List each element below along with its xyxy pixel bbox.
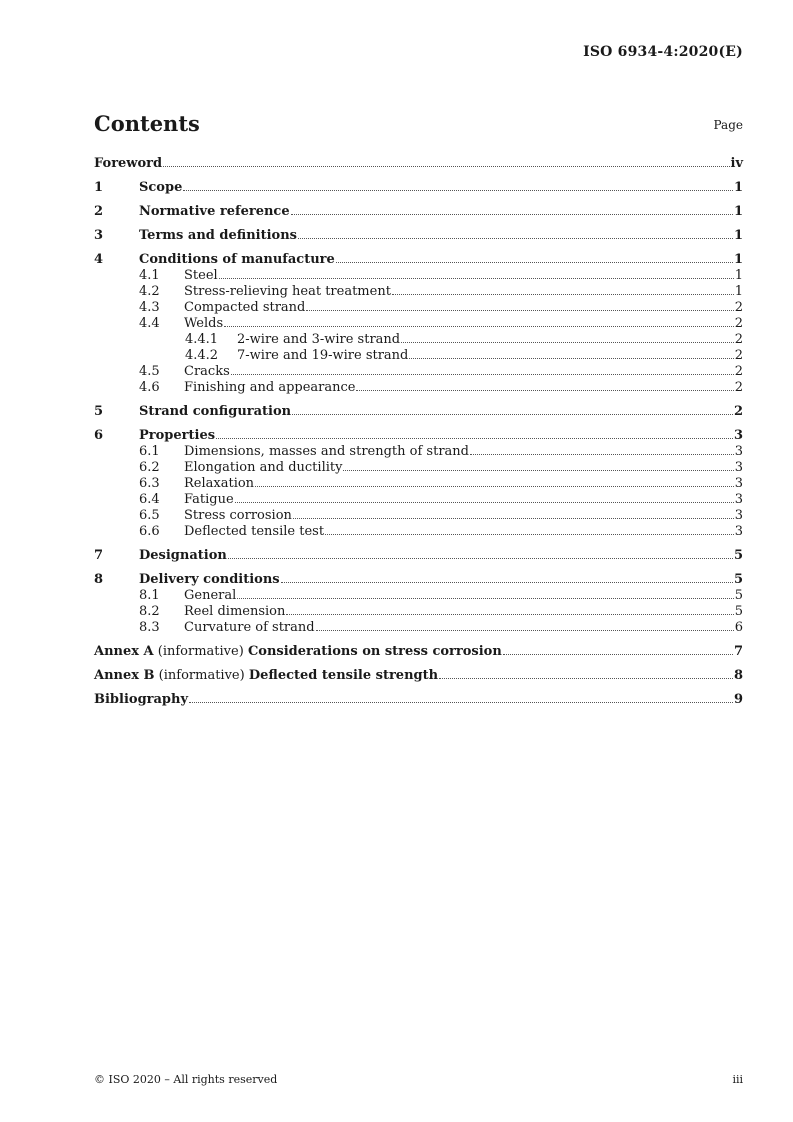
table-of-contents [94,156,743,708]
dot-leader [231,373,734,375]
annex-title: Considerations on stress corrosion [247,644,502,659]
dot-leader [293,517,734,519]
dot-leader [291,213,733,215]
toc-number: 1 [94,180,104,195]
toc-page: 3 [734,524,743,539]
toc-number: 6.6 [139,524,160,539]
toc-entry-6-2[interactable] [94,460,743,476]
dot-leader [237,597,733,599]
dot-leader [219,277,734,279]
toc-entry-4-3[interactable] [94,300,743,316]
toc-page: 5 [734,604,743,619]
dot-leader [503,653,733,655]
toc-number: 4 [94,252,104,267]
toc-entry-8-1[interactable] [94,588,743,604]
toc-title [94,668,438,684]
toc-page: 5 [733,572,743,587]
toc-page: 7 [733,644,743,659]
toc-number: 4.5 [139,364,160,379]
toc-title: Finishing and appearance [184,380,356,395]
toc-entry-3[interactable] [94,228,743,244]
toc-page: 3 [734,476,743,491]
dot-leader [224,325,734,327]
toc-title: Fatigue [184,492,234,507]
dot-leader [470,453,734,455]
dot-leader [392,293,734,295]
toc-entry-6-5[interactable] [94,508,743,524]
dot-leader [336,261,733,263]
toc-number: 6.4 [139,492,160,507]
toc-title: Cracks [184,364,230,379]
page-column-label: Page [713,118,743,132]
dot-leader [216,437,733,439]
toc-title: Terms and definitions [139,228,297,243]
toc-title: Scope [139,180,183,195]
toc-title: Bibliography [94,692,189,707]
dot-leader [401,341,734,343]
toc-entry-foreword[interactable] [94,156,743,172]
toc-entry-annex-b[interactable] [94,668,743,684]
page-number: iii [732,1073,743,1086]
toc-entry-4-4[interactable] [94,316,743,332]
toc-entry-4-6[interactable] [94,380,743,396]
toc-number: 8.3 [139,620,160,635]
toc-number: 6.5 [139,508,160,523]
toc-title: Normative reference [139,204,290,219]
toc-page: 3 [734,492,743,507]
dot-leader [316,629,734,631]
toc-number: 5 [94,404,104,419]
toc-entry-6-4[interactable] [94,492,743,508]
toc-entry-5[interactable] [94,404,743,420]
toc-title [94,644,502,660]
dot-leader [281,581,733,583]
dot-leader [298,237,733,239]
toc-page: 3 [734,460,743,475]
toc-title: 2-wire and 3-wire strand [237,332,401,347]
toc-page: 3 [734,508,743,523]
toc-title: Strand configuration [139,404,292,419]
dot-leader [325,533,734,535]
toc-number: 4.6 [139,380,160,395]
toc-title: Welds [184,316,224,331]
toc-entry-6-3[interactable] [94,476,743,492]
dot-leader [189,701,733,703]
toc-page: 3 [733,428,743,443]
toc-number: 4.1 [139,268,160,283]
toc-page: 3 [734,444,743,459]
toc-number: 4.4 [139,316,160,331]
dot-leader [163,165,729,167]
annex-type: (informative) [157,644,244,659]
dot-leader [439,677,733,679]
annex-type: (informative) [158,668,245,683]
toc-title: Curvature of strand [184,620,315,635]
toc-title: Stress-relieving heat treatment [184,284,391,299]
toc-entry-8-3[interactable] [94,620,743,636]
toc-title: Designation [139,548,227,563]
toc-title: Delivery conditions [139,572,280,587]
toc-entry-2[interactable] [94,204,743,220]
toc-number: 4.4.2 [185,348,219,363]
toc-entry-4-4-1[interactable] [94,332,743,348]
toc-page: 1 [733,228,743,243]
toc-entry-1[interactable] [94,180,743,196]
toc-page: 2 [733,404,743,419]
toc-page: 2 [734,332,743,347]
toc-number: 8.2 [139,604,160,619]
toc-number: 8 [94,572,104,587]
toc-entry-4[interactable] [94,252,743,268]
toc-number: 6 [94,428,104,443]
toc-number: 7 [94,548,104,563]
toc-title: Conditions of manufacture [139,252,335,267]
toc-entry-annex-a[interactable] [94,644,743,660]
toc-number: 2 [94,204,104,219]
dot-leader [306,309,733,311]
toc-entry-6[interactable] [94,428,743,444]
toc-page: 2 [734,348,743,363]
dot-leader [292,413,733,415]
toc-title: Relaxation [184,476,255,491]
toc-page: 1 [733,204,743,219]
toc-number: 4.3 [139,300,160,315]
annex-title: Deflected tensile strength [248,668,439,683]
toc-entry-6-6[interactable] [94,524,743,540]
toc-title: Stress corrosion [184,508,292,523]
annex-label: Annex A [94,644,154,659]
toc-number: 6.1 [139,444,160,459]
toc-title: Reel dimension [184,604,286,619]
toc-title: Dimensions, masses and strength of strand [184,444,469,459]
dot-leader [228,557,733,559]
toc-page: 5 [734,588,743,603]
toc-entry-6-1[interactable] [94,444,743,460]
toc-page: 2 [734,316,743,331]
toc-entry-8[interactable] [94,572,743,588]
toc-page: 2 [734,300,743,315]
toc-title: General [184,588,237,603]
dot-leader [255,485,734,487]
dot-leader [343,469,733,471]
toc-title: Elongation and ductility [184,460,343,475]
page-title: Contents [94,111,200,136]
toc-page: 5 [733,548,743,563]
toc-title: Foreword [94,156,163,171]
toc-entry-8-2[interactable] [94,604,743,620]
toc-title: 7-wire and 19-wire strand [237,348,409,363]
dot-leader [286,613,733,615]
toc-page: 1 [734,268,743,283]
toc-page: 9 [733,692,743,707]
toc-number: 4.4.1 [185,332,219,347]
toc-page: 8 [733,668,743,683]
toc-title: Compacted strand [184,300,306,315]
toc-entry-4-2[interactable] [94,284,743,300]
toc-number: 3 [94,228,104,243]
annex-label: Annex B [94,668,155,683]
toc-page: 1 [733,252,743,267]
toc-number: 6.2 [139,460,160,475]
toc-page: 1 [733,180,743,195]
dot-leader [409,357,733,359]
dot-leader [356,389,733,391]
toc-entry-4-5[interactable] [94,364,743,380]
toc-title: Properties [139,428,216,443]
toc-number: 6.3 [139,476,160,491]
toc-number: 8.1 [139,588,160,603]
toc-page: iv [730,156,743,171]
toc-entry-7[interactable] [94,548,743,564]
toc-number: 4.2 [139,284,160,299]
toc-entry-bibliography[interactable] [94,692,743,708]
toc-entry-4-4-2[interactable] [94,348,743,364]
dot-leader [183,189,733,191]
toc-title: Steel [184,268,218,283]
copyright-notice: © ISO 2020 – All rights reserved [94,1073,278,1086]
toc-page: 2 [734,380,743,395]
document-id: ISO 6934-4:2020(E) [583,44,743,60]
toc-page: 6 [734,620,743,635]
toc-entry-4-1[interactable] [94,268,743,284]
toc-page: 1 [734,284,743,299]
dot-leader [235,501,734,503]
toc-title: Deflected tensile test [184,524,325,539]
toc-page: 2 [734,364,743,379]
